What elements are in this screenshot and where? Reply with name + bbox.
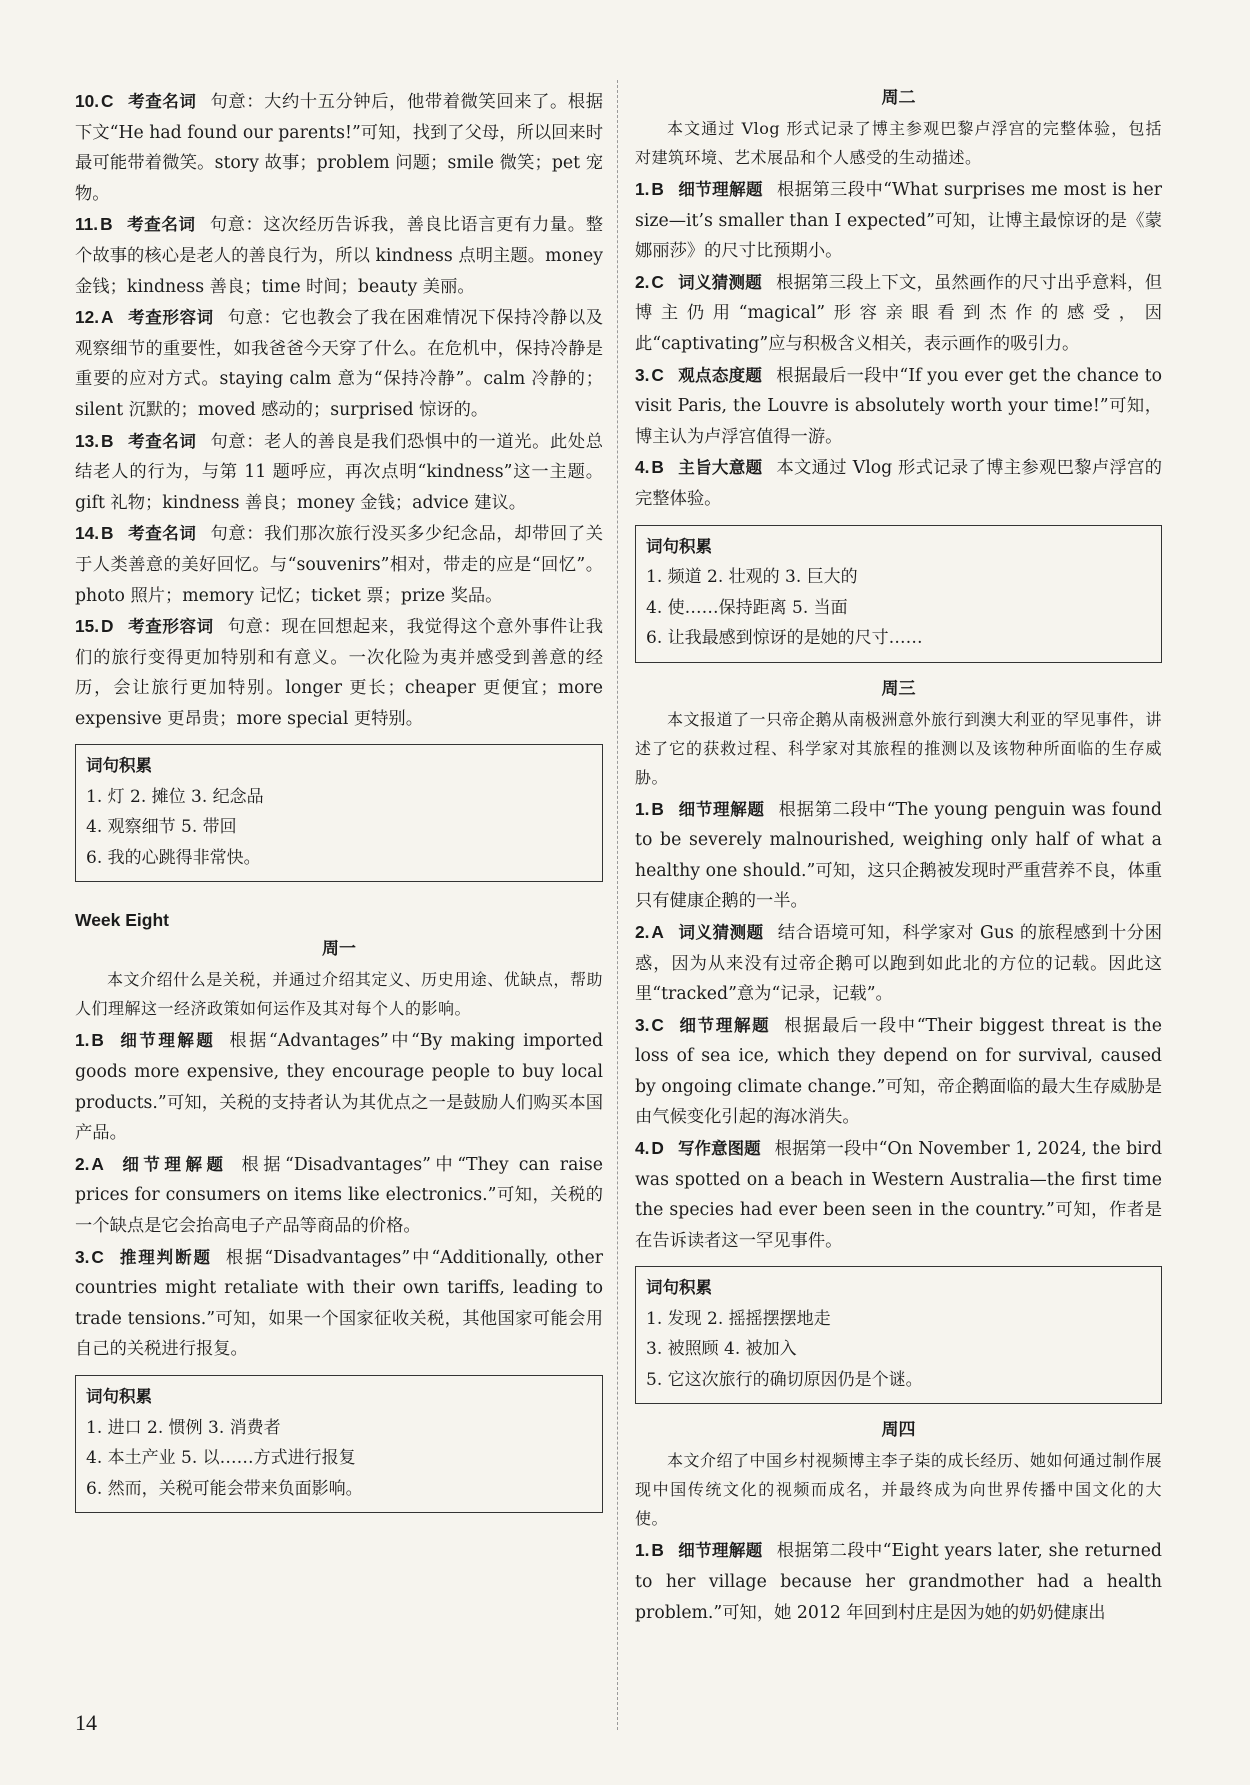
answer-item [75,518,603,611]
answer-letter: B [651,798,664,819]
question-number: 11. [75,214,99,235]
question-number: 2. [635,271,650,292]
question-type: 细节理解题 [117,1031,216,1051]
vocab-line: 6. 然而，关税可能会带来负面影响。 [86,1478,363,1499]
question-type: 考查形容词 [127,308,214,328]
question-type: 考查名词 [127,92,197,111]
vocab-box [635,525,1162,663]
explanation-text: 句意：现在回想起来，我觉得这个意外事件让我们的旅行变得更加特别和有意义。一次化险为夷并感受到善意的经历，会让旅行更加特别。longer 更长；cheaper 更便宜；more expensive 更昂贵；more special 更特别。 [75,617,603,729]
right-column [635,80,1162,1628]
question-number: 3. [75,1246,90,1267]
answer-item [635,1535,1162,1628]
explanation-text: 句意：大约十五分钟后，他带着微笑回来了。根据下文“He had found our parents!”可知，找到了父母，所以回来时最可能带着微笑。story 故事；problem 问题；smile 微笑；pet 宠物。 [75,92,603,204]
question-number: 4. [635,457,650,478]
answer-letter: C [651,1014,664,1035]
vocab-line: 6. 让我最感到惊讶的是她的尺寸…… [646,628,923,649]
answer-letter: C [101,91,114,111]
vocab-line: 4. 使……保持距离 5. 当面 [646,597,848,618]
question-number: 2. [635,921,650,942]
vocab-line: 5. 它这次旅行的确切原因仍是个谜。 [646,1369,923,1390]
explanation-text: 根据第二段中“The young penguin was found to be severely malnourished, weighing only half of what a healthy one should.”可知，这只企鹅被发现时严重营养不良，体重只有健康企鹅的一半。 [635,799,1162,912]
question-type: 考查形容词 [127,617,214,637]
vocab-title: 词句积累 [646,536,712,556]
vocab-title: 词句积累 [86,1387,152,1406]
question-type: 推理判断题 [117,1247,212,1267]
answer-item [75,1025,603,1148]
week7-answers [75,86,603,734]
question-type: 观点态度题 [677,365,763,385]
column-divider [617,80,619,1730]
vocab-line: 4. 观察细节 5. 带回 [86,817,237,838]
answer-letter: B [91,1030,104,1051]
answer-item [635,267,1162,360]
vocab-line: 3. 被照顾 4. 被加入 [646,1339,797,1360]
explanation-text: 本文通过 Vlog 形式记录了博主参观巴黎卢浮宫的完整体验。 [635,458,1162,509]
answer-item [75,611,603,734]
answer-letter: D [101,616,114,637]
question-number: 4. [635,1138,650,1159]
vocab-line: 1. 发现 2. 摇摇摆摆地走 [646,1308,831,1329]
question-type: 细节理解题 [677,1015,771,1035]
passage-intro: 本文介绍了中国乡村视频博主李子柒的成长经历、她如何通过制作展现中国传统文化的视频而成名，并最终成为向世界传播中国文化的大使。 [635,1451,1163,1529]
question-type: 细节理解题 [677,180,763,199]
explanation-text: 句意：它也教会了我在困难情况下保持冷静以及观察细节的重要性，如我爸爸今天穿了什么。在危机中，保持冷静是重要的应对方式。staying calm 意为“保持冷静”。calm 冷静的；silent 沉默的；moved 感动的；surprised 惊讶的。 [75,308,603,420]
passage-intro: 本文报道了一只帝企鹅从南极洲意外旅行到澳大利亚的罕见事件，讲述了它的获救过程、科学家对其旅程的推测以及该物种所面临的生存威胁。 [635,709,1163,787]
question-type: 考查名词 [126,215,196,235]
tuesday-answers [635,174,1162,515]
explanation-text: 句意：这次经历告诉我，善良比语言更有力量。整个故事的核心是老人的善良行为，所以 kindness 点明主题。money 金钱；kindness 善良；time 时间；beauty 美丽。 [75,215,603,297]
answer-letter: C [91,1246,104,1267]
answer-letter: B [651,457,664,478]
question-number: 1. [635,1540,650,1561]
answer-letter: C [651,271,664,292]
passage-intro: 本文介绍什么是关税，并通过介绍其定义、历史用途、优缺点，帮助人们理解这一经济政策如何运作及其对每个人的影响。 [75,970,603,1019]
vocab-title: 词句积累 [86,756,152,776]
explanation-text: 根据第二段中“Eight years later, she returned to her village because her grandmother had a health problem.”可知，她 2012 年回到村庄是因为她的奶奶健康出 [635,1541,1162,1623]
answer-item [635,1010,1162,1133]
question-number: 1. [635,179,650,199]
answer-item [635,174,1162,267]
answer-item [75,302,603,425]
question-number: 15. [75,616,100,637]
vocab-title: 词句积累 [646,1278,712,1298]
question-type: 细节理解题 [677,1541,763,1561]
explanation-text: 结合语境可知，科学家对 Gus 的旅程感到十分困惑，因为从来没有过帝企鹅可以跑到如此北的方位的记载。因此这里“tracked”意为“记录，记载”。 [635,922,1163,1005]
answer-letter: C [651,364,664,385]
wednesday-answers [635,794,1162,1257]
question-number: 1. [635,798,650,819]
left-column [75,86,603,1525]
question-number: 1. [75,1030,90,1051]
page-number: 14 [75,1710,97,1735]
question-type: 词义猜测题 [677,922,764,942]
question-number: 10. [75,91,100,111]
answer-item [635,452,1162,514]
vocab-line: 1. 进口 2. 惯例 3. 消费者 [86,1417,281,1438]
vocab-line: 6. 我的心跳得非常快。 [86,847,261,868]
answer-item [635,360,1162,453]
day-heading-thursday: 周四 [881,1420,916,1441]
question-number: 13. [75,430,100,451]
vocab-box [75,744,603,882]
day-heading-wednesday: 周三 [881,678,916,699]
thursday-answers [635,1535,1162,1628]
answer-item [75,86,603,209]
answer-item [75,209,603,302]
explanation-text: 根据“Disadvantages”中“Additionally, other countries might retaliate with their own tariffs, leading to trade tensions.”可知，如果一个国家征收关税，其他国家可能会用自己的关税进行报复。 [75,1247,603,1360]
vocab-line: 1. 频道 2. 壮观的 3. 巨大的 [646,567,858,588]
vocab-line: 4. 本土产业 5. 以……方式进行报复 [86,1448,356,1468]
question-type: 细节理解题 [117,1154,228,1174]
answer-letter: B [651,1540,664,1561]
question-number: 12. [75,307,100,328]
answer-item [75,1242,603,1365]
answer-letter: B [101,523,114,544]
explanation-text: 句意：我们那次旅行没买多少纪念品，却带回了关于人类善意的美好回忆。与“souvenirs”相对，带走的应是“回忆”。photo 照片；memory 记忆；ticket 票；prize 奖品。 [75,524,603,606]
answer-letter: D [651,1138,664,1159]
question-number: 2. [75,1153,90,1174]
question-type: 考查名词 [127,524,197,544]
vocab-line: 1. 灯 2. 摊位 3. 纪念品 [86,786,264,807]
answer-item [635,1133,1162,1256]
answer-item [635,917,1162,1010]
day-heading-monday: 周一 [322,939,356,960]
question-number: 3. [635,1014,650,1035]
answer-letter: B [101,430,114,451]
answer-letter: A [101,307,114,328]
question-type: 考查名词 [127,431,197,451]
question-type: 主旨大意题 [677,458,763,478]
explanation-text: 根据“Disadvantages”中“They can raise prices for consumers on items like electronics.”可知，关税的一个缺点是它会抬高电子产品等商品的价格。 [75,1154,603,1237]
vocab-box [635,1266,1162,1404]
answer-item [635,794,1162,917]
question-number: 14. [75,523,100,544]
question-type: 词义猜测题 [677,272,763,292]
passage-intro: 本文通过 Vlog 形式记录了博主参观巴黎卢浮宫的完整体验，包括对建筑环境、艺术展品和个人感受的生动描述。 [635,119,1162,167]
monday-answers [75,1025,603,1365]
answer-item [75,1149,603,1242]
week-title: Week Eight [75,910,170,931]
vocab-box [75,1375,603,1513]
explanation-text: 根据第一段中“On November 1, 2024, the bird was spotted on a beach in Western Australia—the first time the species had ever been seen in the country.”可知，作者是在告诉读者这一罕见事件。 [635,1139,1163,1251]
answer-letter: A [91,1153,104,1174]
explanation-text: 根据最后一段中“Their biggest threat is the loss of sea ice, which they depend on for survival, caused by ongoing climate change.”可知，帝企鹅面临的最大生存威胁是由气候变化引起的海冰消失。 [635,1015,1162,1128]
explanation-text: 根据“Advantages”中“By making imported goods more expensive, they encourage people to buy local products.”可知，关税的支持者认为其优点之一是鼓励人们购买本国产品。 [75,1031,604,1144]
explanation-text: 句意：老人的善良是我们恐惧中的一道光。此处总结老人的行为，与第 11 题呼应，再次点明“kindness”这一主题。gift 礼物；kindness 善良；money 金钱；advice 建议。 [75,431,603,513]
answer-letter: A [651,921,664,942]
question-type: 写作意图题 [677,1139,761,1159]
explanation-text: 根据最后一段中“If you ever get the chance to visit Paris, the Louvre is absolutely worth your time!”可知，博主认为卢浮宫值得一游。 [635,365,1163,447]
answer-letter: B [651,179,664,199]
answer-item [75,426,603,519]
answer-letter: B [100,214,113,235]
explanation-text: 根据第三段上下文，虽然画作的尺寸出乎意料，但博主仍用“magical”形容亲眼看到杰作的感受，因此“captivating”应与积极含义相关，表示画作的吸引力。 [635,272,1162,354]
question-number: 3. [635,364,650,385]
explanation-text: 根据第三段中“What surprises me most is her size—it’s smaller than I expected”可知，让博主最惊讶的是《蒙娜丽莎》的尺寸比预期小。 [635,180,1163,262]
day-heading-tuesday: 周二 [881,88,916,108]
question-type: 细节理解题 [677,799,765,819]
